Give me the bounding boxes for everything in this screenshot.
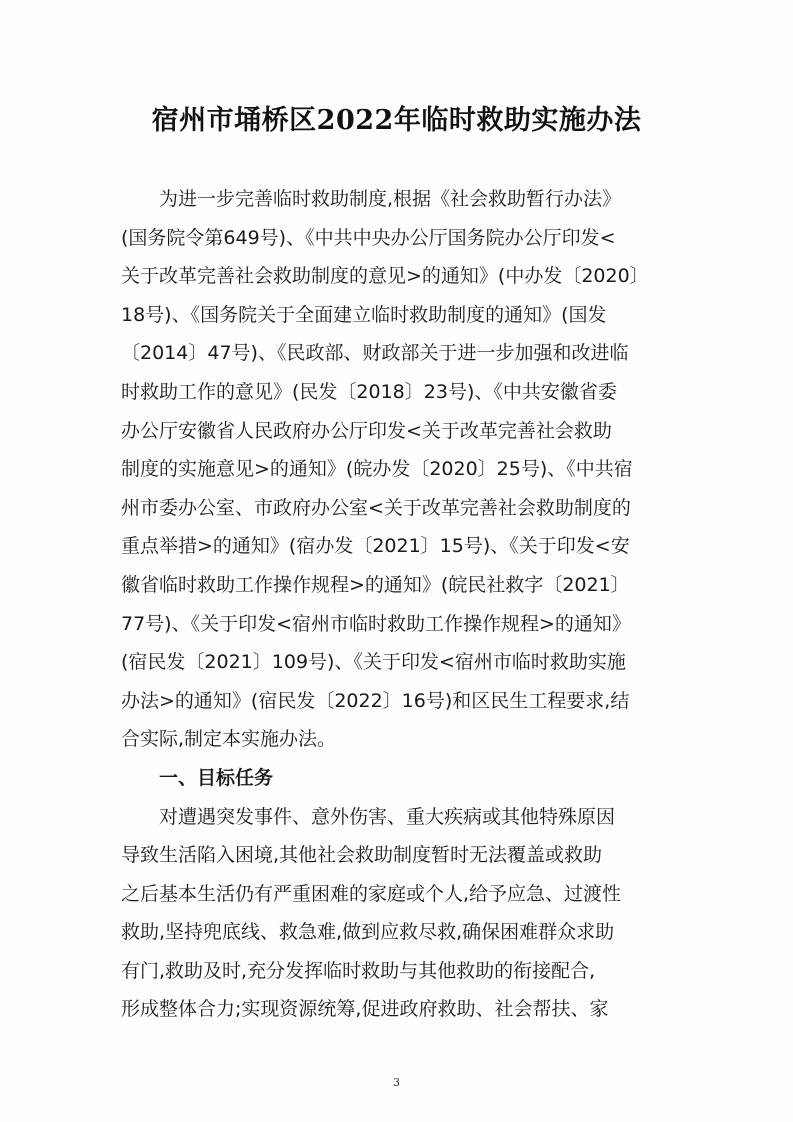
preamble-line: 办法>的通知》(宿民发〔2022〕16号)和区民生工程要求,结 xyxy=(121,689,630,712)
preamble-line: 77号)、《关于印发<宿州市临时救助工作操作规程>的通知》 xyxy=(121,612,631,635)
preamble-line: 州市委办公室、市政府办公室<关于改革完善社会救助制度的 xyxy=(121,496,631,519)
preamble-line: 关于改革完善社会救助制度的意见>的通知》(中办发〔2020〕 xyxy=(121,265,649,288)
preamble-line: 办公厅安徽省人民政府办公厅印发<关于改革完善社会救助 xyxy=(121,419,612,442)
preamble-line: 制度的实施意见>的通知》(皖办发〔2020〕25号)、《中共宿 xyxy=(121,458,633,481)
page-number: 3 xyxy=(393,1076,400,1089)
preamble-line: 徽省临时救助工作操作规程>的通知》(皖民社救字〔2021〕 xyxy=(121,573,630,596)
section-line: 救助,坚持兜底线、救急难,做到应救尽救,确保困难群众求助 xyxy=(121,921,615,944)
preamble-line: 时救助工作的意见》(民发〔2018〕23号)、《中共安徽省委 xyxy=(121,380,617,403)
document-title: 宿州市埇桥区2022年临时救助实施办法 xyxy=(151,105,642,136)
section-line: 有门,救助及时,充分发挥临时救助与其他救助的衔接配合, xyxy=(121,959,596,982)
preamble-line: 18号)、《国务院关于全面建立临时救助制度的通知》(国发 xyxy=(121,303,607,326)
section-line: 对遭遇突发事件、意外伤害、重大疾病或其他特殊原因 xyxy=(159,805,616,828)
section-line: 形成整体合力;实现资源统筹,促进政府救助、社会帮扶、家 xyxy=(121,998,609,1021)
preamble-line: 〔2014〕47号)、《民政部、财政部关于进一步加强和改进临 xyxy=(121,342,629,365)
section-heading: 一、目标任务 xyxy=(159,766,274,789)
preamble-line: (国务院令第649号)、《中共中央办公厅国务院办公厅印发< xyxy=(121,226,616,249)
section-line: 导致生活陷入困境,其他社会救助制度暂时无法覆盖或救助 xyxy=(121,844,603,867)
preamble-line: 重点举措>的通知》(宿办发〔2021〕15号)、《关于印发<安 xyxy=(121,535,630,558)
document-body xyxy=(121,180,691,1029)
preamble-line: 合实际,制定本实施办法。 xyxy=(121,728,337,751)
preamble-line: (宿民发〔2021〕109号)、《关于印发<宿州市临时救助实施 xyxy=(121,651,626,674)
section-line: 之后基本生活仍有严重困难的家庭或个人,给予应急、过渡性 xyxy=(121,882,622,905)
preamble-line: 为进一步完善临时救助制度,根据《社会救助暂行办法》 xyxy=(159,188,622,210)
